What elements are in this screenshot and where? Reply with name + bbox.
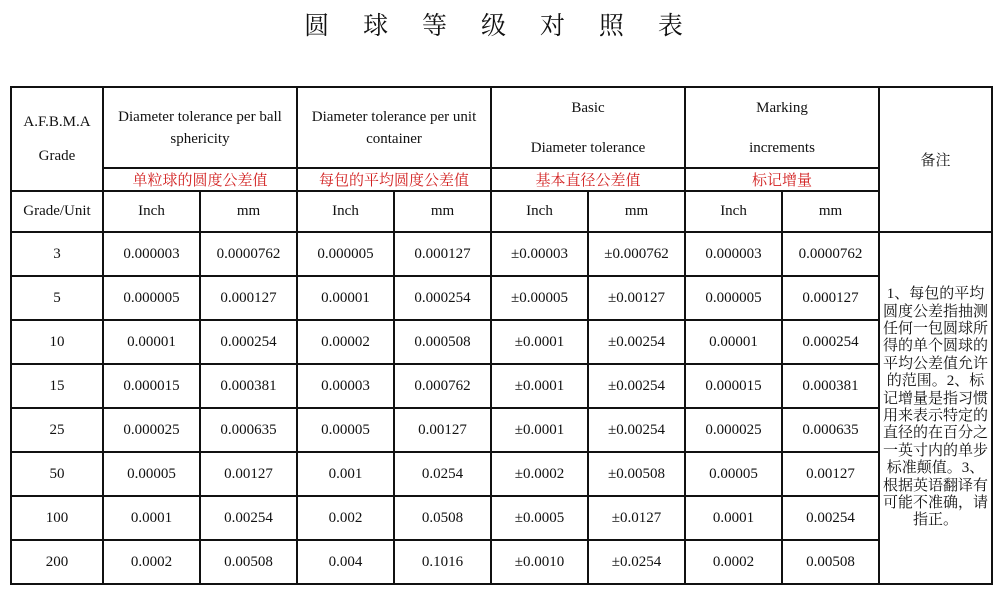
table-cell: ±0.00003 <box>491 232 588 276</box>
table-cell: 0.0002 <box>685 540 782 584</box>
table-cell: 50 <box>11 452 103 496</box>
table-cell: 0.000015 <box>103 364 200 408</box>
table-cell: ±0.0001 <box>491 364 588 408</box>
group-cn-ball-sphericity: 单粒球的圆度公差值 <box>103 168 297 191</box>
group-cn-basic-diameter: 基本直径公差值 <box>491 168 685 191</box>
table-cell: 0.000005 <box>685 276 782 320</box>
table-cell: 0.000254 <box>394 276 491 320</box>
table-cell: 0.000508 <box>394 320 491 364</box>
table-cell: 0.00001 <box>103 320 200 364</box>
table-cell: 100 <box>11 496 103 540</box>
group-cn-unit-container: 每包的平均圆度公差值 <box>297 168 491 191</box>
table-cell: ±0.0002 <box>491 452 588 496</box>
group-header-ball-sphericity: Diameter tolerance per ball sphericity <box>103 87 297 168</box>
table-cell: ±0.0001 <box>491 320 588 364</box>
table-cell: 0.000025 <box>103 408 200 452</box>
table-cell: 0.000381 <box>200 364 297 408</box>
table-cell: 0.000127 <box>782 276 879 320</box>
table-cell: 0.000127 <box>394 232 491 276</box>
table-cell: 0.000254 <box>200 320 297 364</box>
table-cell: ±0.0127 <box>588 496 685 540</box>
table-cell: ±0.00254 <box>588 364 685 408</box>
grade-comparison-table <box>10 86 993 585</box>
table-cell: 0.00127 <box>200 452 297 496</box>
table-cell: 0.000005 <box>103 276 200 320</box>
table-cell: 0.004 <box>297 540 394 584</box>
table-cell: 0.0000762 <box>782 232 879 276</box>
table-cell: 0.000127 <box>200 276 297 320</box>
table-cell: 0.00005 <box>297 408 394 452</box>
table-cell: 0.00001 <box>685 320 782 364</box>
table-cell: 0.00001 <box>297 276 394 320</box>
table-row <box>11 320 992 364</box>
group-header-basic-diameter <box>491 87 685 168</box>
table-cell: 25 <box>11 408 103 452</box>
table-cell: 0.0001 <box>685 496 782 540</box>
table-cell: ±0.0001 <box>491 408 588 452</box>
table-cell: 0.000003 <box>103 232 200 276</box>
table-cell: 0.000003 <box>685 232 782 276</box>
group-cn-marking: 标记增量 <box>685 168 879 191</box>
table-cell: 0.000015 <box>685 364 782 408</box>
table-cell: ±0.00508 <box>588 452 685 496</box>
unit-header-cell: Inch <box>103 191 200 232</box>
group-header-marking-line-2: increments <box>749 139 815 156</box>
page-title: 圆 球 等 级 对 照 表 <box>304 11 696 40</box>
group-header-unit-container: Diameter tolerance per unit container <box>297 87 491 168</box>
table-cell: 0.00003 <box>297 364 394 408</box>
table-cell: 0.00005 <box>685 452 782 496</box>
table-cell: 3 <box>11 232 103 276</box>
group-header-marking <box>685 87 879 168</box>
table-row <box>11 408 992 452</box>
table-cell: 0.0254 <box>394 452 491 496</box>
table-cell: 0.00508 <box>200 540 297 584</box>
table-cell: 0.001 <box>297 452 394 496</box>
table-row <box>11 276 992 320</box>
unit-header-grade: Grade/Unit <box>11 191 103 232</box>
table-cell: 0.00127 <box>782 452 879 496</box>
table-row <box>11 364 992 408</box>
table-cell: 0.0000762 <box>200 232 297 276</box>
unit-header-cell: mm <box>588 191 685 232</box>
table-cell: ±0.00254 <box>588 408 685 452</box>
table-cell: 0.00005 <box>103 452 200 496</box>
table-cell: 10 <box>11 320 103 364</box>
table-cell: ±0.0010 <box>491 540 588 584</box>
table-cell: 0.000025 <box>685 408 782 452</box>
table-cell: ±0.00127 <box>588 276 685 320</box>
group-header-basic-line-1: Basic <box>571 99 605 116</box>
grade-header-cell <box>11 87 103 191</box>
table-cell: 0.0002 <box>103 540 200 584</box>
table-cell: 0.000005 <box>297 232 394 276</box>
grade-header-line-1: A.F.B.M.A <box>23 114 91 130</box>
table-cell: 200 <box>11 540 103 584</box>
table-cell: ±0.000762 <box>588 232 685 276</box>
table-cell: 15 <box>11 364 103 408</box>
table-cell: ±0.00005 <box>491 276 588 320</box>
table-cell: 0.00127 <box>394 408 491 452</box>
table-cell: 0.00508 <box>782 540 879 584</box>
unit-header-cell: mm <box>394 191 491 232</box>
table-cell: 0.0508 <box>394 496 491 540</box>
unit-header-cell: Inch <box>491 191 588 232</box>
table-cell: 0.00254 <box>782 496 879 540</box>
table-cell: 0.000762 <box>394 364 491 408</box>
table-cell: ±0.00254 <box>588 320 685 364</box>
table-cell: 5 <box>11 276 103 320</box>
table-cell: 0.1016 <box>394 540 491 584</box>
table-cell: ±0.0254 <box>588 540 685 584</box>
unit-header-cell: Inch <box>685 191 782 232</box>
group-header-basic-line-2: Diameter tolerance <box>530 139 646 156</box>
table-cell: 0.00002 <box>297 320 394 364</box>
table-cell: 0.00254 <box>200 496 297 540</box>
table-row <box>11 496 992 540</box>
table-cell: 0.000635 <box>782 408 879 452</box>
table-cell: 0.002 <box>297 496 394 540</box>
table-cell: 0.000254 <box>782 320 879 364</box>
group-header-marking-line-1: Marking <box>756 99 808 116</box>
table-row <box>11 540 992 584</box>
notes-header: 备注 <box>879 87 992 232</box>
grade-header-line-2: Grade <box>38 148 76 164</box>
table-cell: 0.000635 <box>200 408 297 452</box>
table-cell: 0.0001 <box>103 496 200 540</box>
table-row <box>11 232 992 276</box>
unit-header-cell: mm <box>782 191 879 232</box>
table-cell: ±0.0005 <box>491 496 588 540</box>
table-cell: 0.000381 <box>782 364 879 408</box>
notes-text: 1、每包的平均圆度公差指抽测任何一包圆球所得的单个圆球的平均公差值允许的范围。2、标记增量是指习惯用来表示特定的直径的在百分之一英寸内的单步标准颠值。3、根据英语翻译有可能不准确，请指正。 <box>879 232 992 584</box>
unit-header-cell: mm <box>200 191 297 232</box>
unit-header-cell: Inch <box>297 191 394 232</box>
table-row <box>11 452 992 496</box>
